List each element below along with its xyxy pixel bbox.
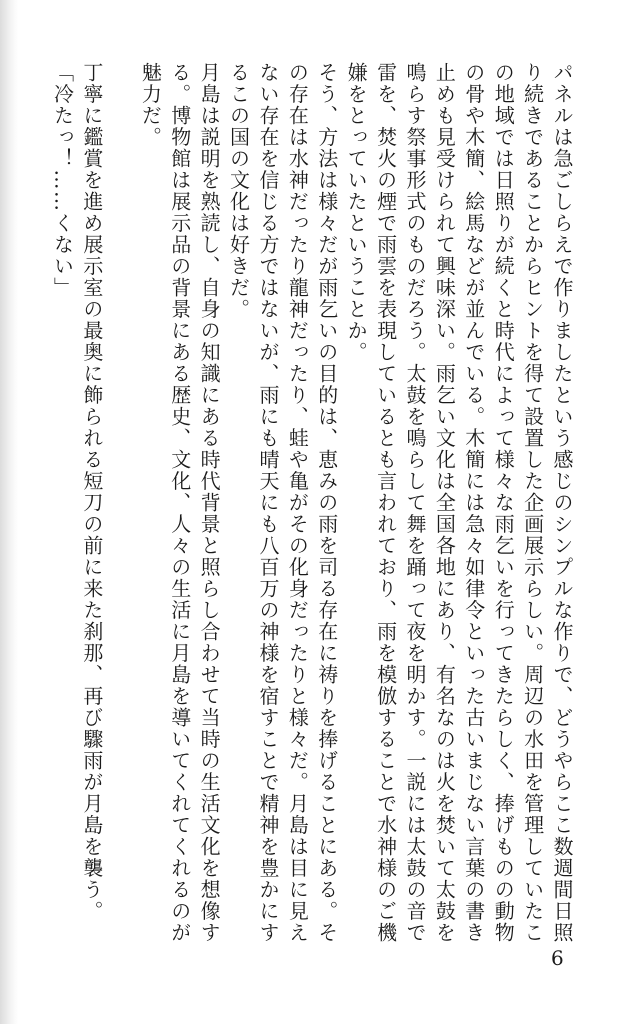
paragraph-1: パネルは急ごしらえで作りましたという感じのシンプルな作りで、どうやらここ数週間日照り続きであることからヒントを得て設置した企画展示らしい。周辺の水田を管理していたこの地域では日照りが続くと時代によって様々な雨乞いを行ってきたらしく、捧げものの動物の骨や木簡、絵馬などが並んでいる。木簡には急々如律令といった古いまじない言葉の書き止めも見受けられて興味深い。雨乞い文化は全国各地にあり、有名なのは火を焚いて太鼓を鳴らす祭事形式のものだろう。太鼓を鳴らして舞を踊って夜を明かす。一説には太鼓の音で雷を、焚火の煙で雨雲を表現しているとも言われており、雨を模倣することで水神様のご機嫌をとっていたということか。 [344,62,574,944]
paragraph-3: 月島は説明を熟読し、自身の知識にある時代背景と照らし合わせて当時の生活文化を想像する。博物館は展示品の背景にある歴史、文化、人々の生活に月島を導いてくれてくれるのが魅力だ。 [138,62,222,944]
page-number: 6 [551,946,564,970]
page-edge-shadow [0,0,18,1024]
vertical-text-body [50,62,576,947]
paragraph-5-dialogue: 「冷たっ！……くない」 [50,62,75,299]
paragraph-2: そう、方法は様々だが雨乞いの目的は、恵みの雨を司る存在に祷りを捧げることにある。その存在は水神だったり龍神だったり、蛙や亀がその化身だったりと様々だ。月島は目に見えない存在を信じる方ではないが、雨にも晴天にも八百万の神様を宿すことで精神を豊かにするこの国の文化は好きだ。 [226,62,339,944]
paragraph-4: 丁寧に鑑賞を進め展示室の最奥に飾られる短刀の前に来た刹那、再び驟雨が月島を襲う。 [79,62,104,922]
